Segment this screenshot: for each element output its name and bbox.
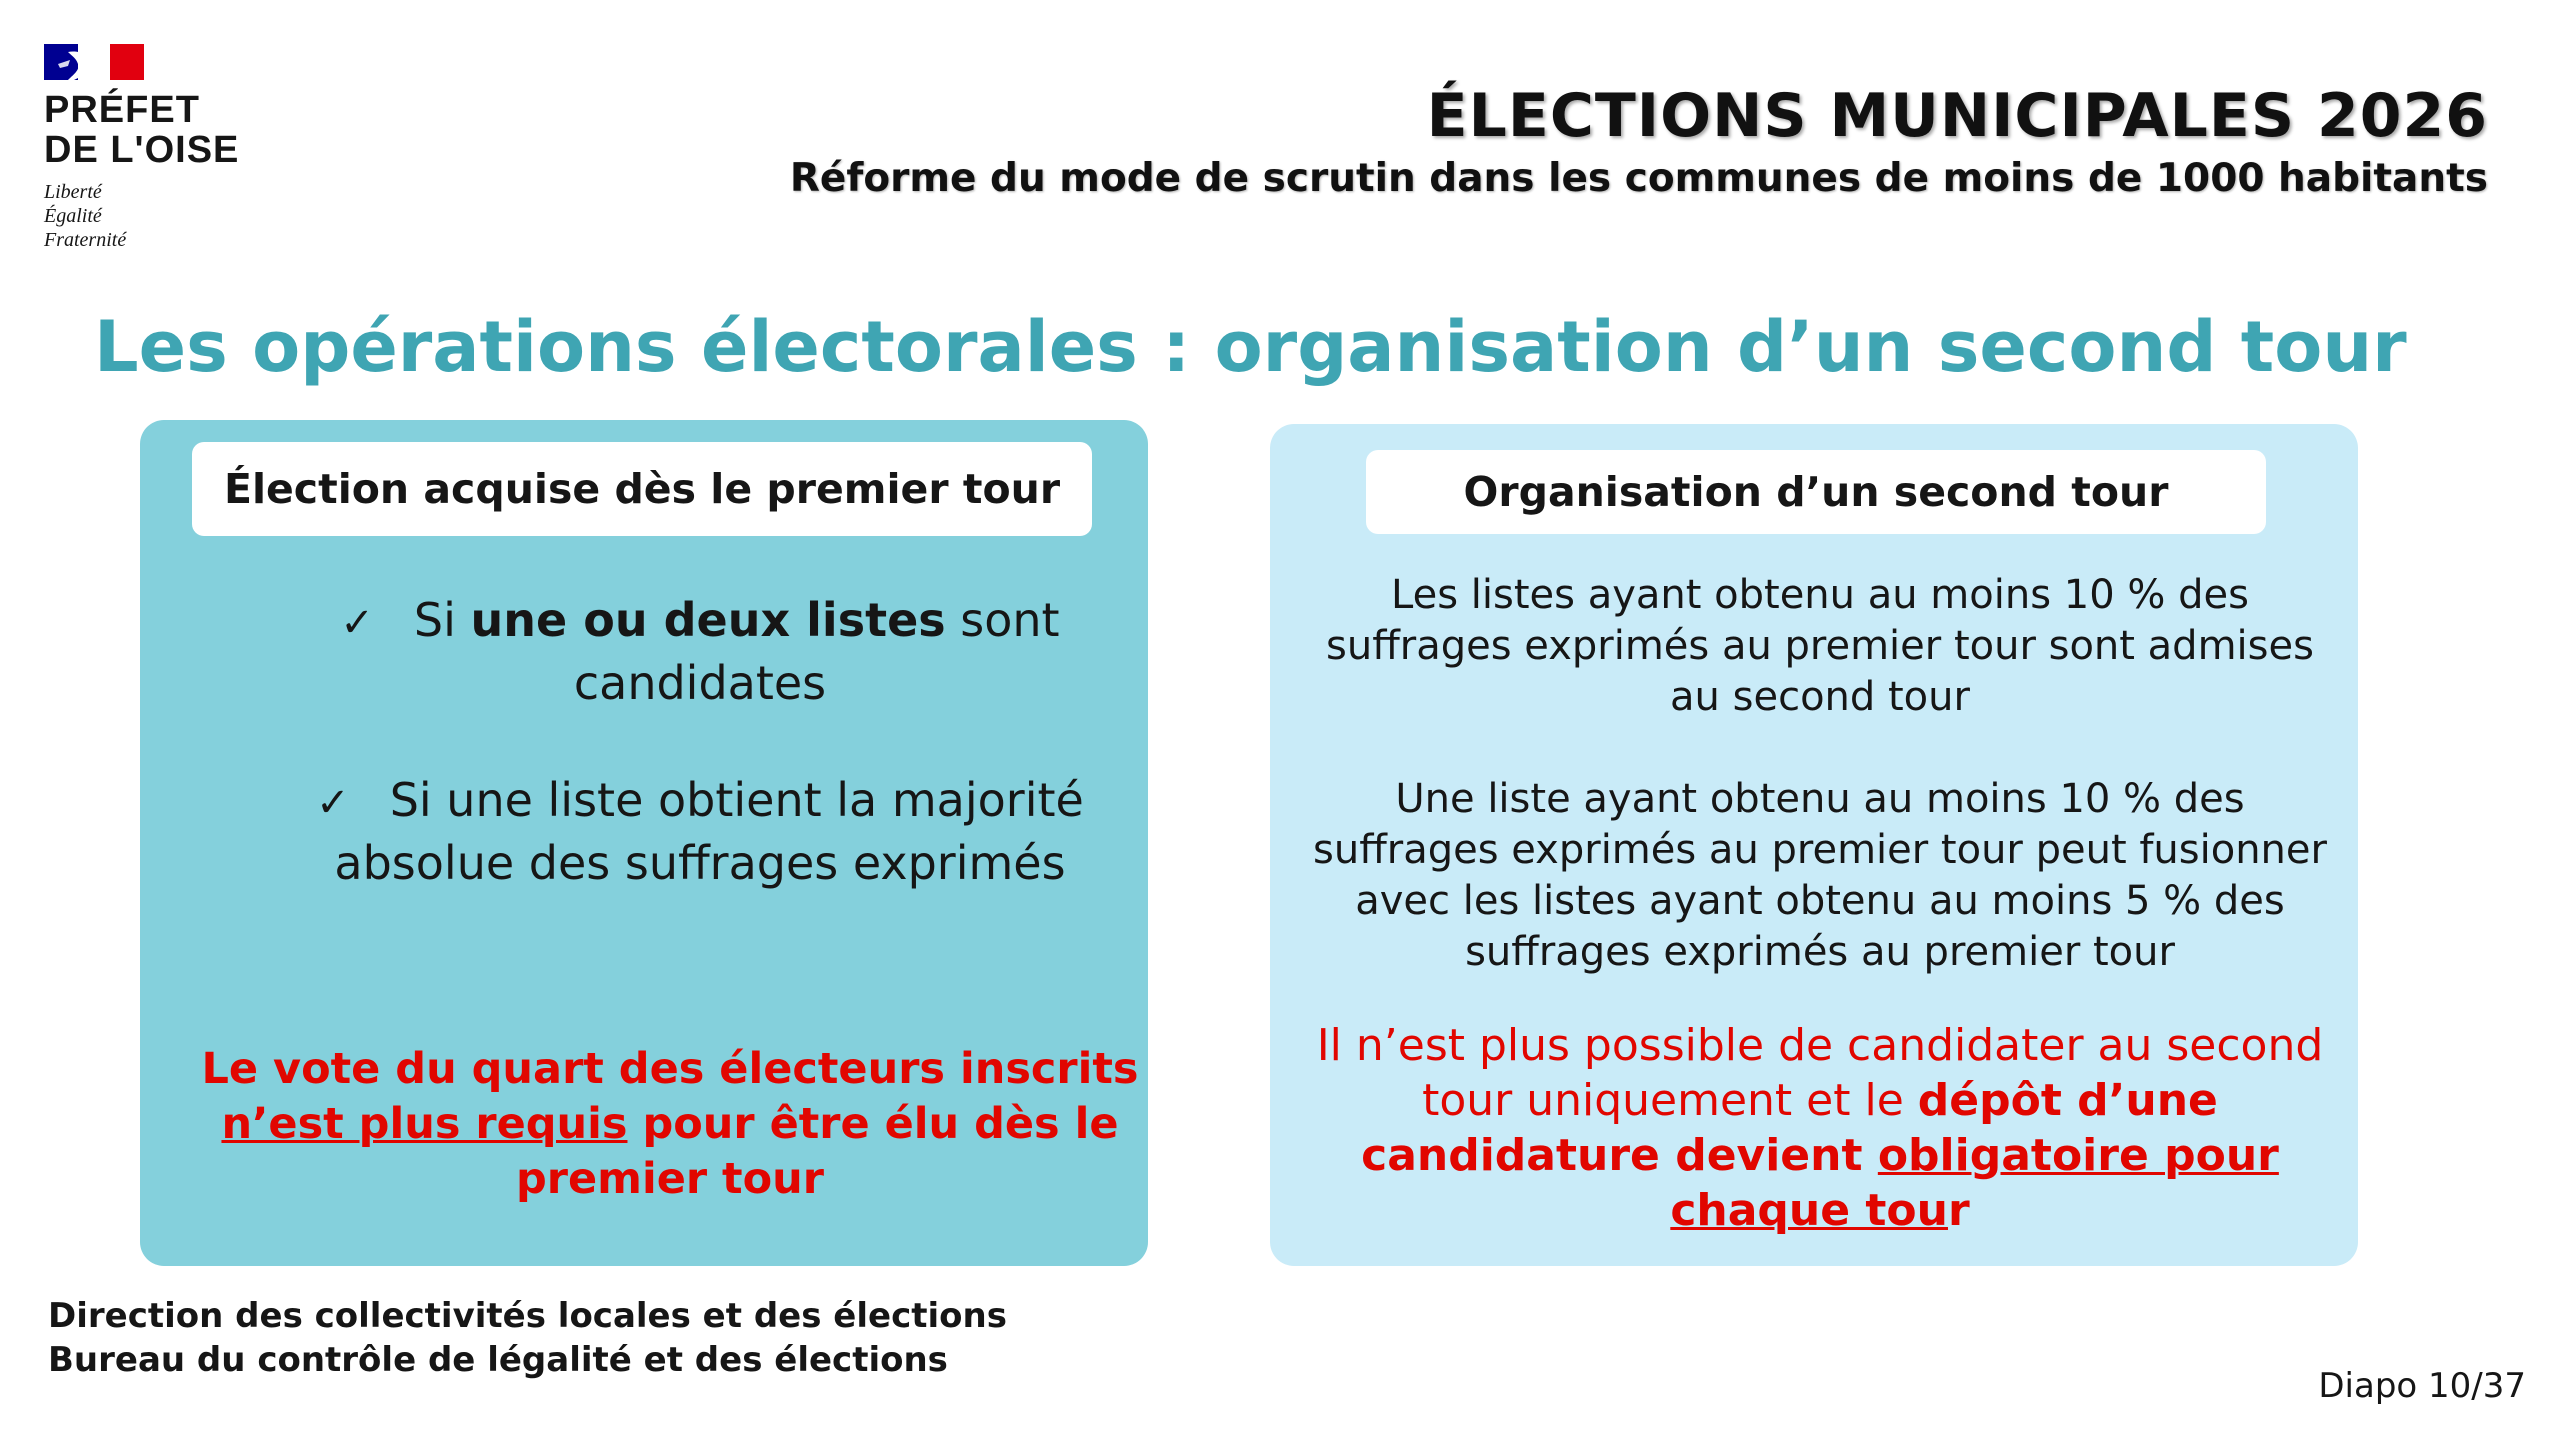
checkmark-icon: ✓	[316, 780, 350, 826]
motto-egalite: Égalité	[44, 205, 102, 227]
header-title: ÉLECTIONS MUNICIPALES 2026	[1426, 81, 2488, 151]
footer-line1: Direction des collectivités locales et des élections	[48, 1296, 1007, 1336]
quorum-alert-rest: pour être élu dès le premier tour	[516, 1099, 1119, 1204]
oise-label: DE L'OISE	[44, 129, 240, 171]
marianne-flag-icon	[44, 44, 144, 80]
slide-header	[790, 80, 2488, 204]
prefecture-name	[44, 90, 244, 170]
quorum-alert-underlined: n’est plus requis	[221, 1099, 628, 1149]
footer-department	[48, 1294, 1007, 1382]
candidacy-alert-normal: Il n’est plus possible de candidater au second tour uniquement et le	[1316, 1020, 2324, 1126]
first-round-heading: Élection acquise dès le premier tour	[192, 442, 1092, 536]
condition-item-majority	[240, 770, 1160, 893]
motto-fraternite: Fraternité	[44, 229, 127, 251]
item1-pre: Si	[413, 593, 471, 647]
candidacy-alert-bold: dépôt d’une candidature devient	[1361, 1075, 2218, 1181]
prefecture-logo	[44, 44, 244, 252]
item1-bold: une ou deux listes	[470, 593, 946, 647]
header-subtitle: Réforme du mode de scrutin dans les communes de moins de 1000 habitants	[789, 156, 2488, 201]
motto-liberte: Liberté	[44, 181, 102, 203]
prefet-label: PRÉFET	[44, 89, 200, 131]
candidacy-alert-tail: r	[1947, 1185, 1970, 1236]
item2-text: Si une liste obtient la majorité absolue des suffrages exprimés	[334, 773, 1084, 890]
candidacy-alert	[1300, 1018, 2340, 1238]
quorum-alert-line1: Le vote du quart des électeurs inscrits	[201, 1044, 1139, 1094]
item1-post: sont candidates	[573, 593, 1060, 710]
page-title: Les opérations électorales : organisation d’un second tour	[94, 306, 2407, 388]
slide-number: Diapo 10/37	[2318, 1366, 2526, 1406]
condition-item-lists	[240, 590, 1160, 713]
quorum-alert	[200, 1042, 1140, 1207]
republic-motto	[44, 180, 244, 252]
list-merger-rule: Une liste ayant obtenu au moins 10 % des suffrages exprimés au premier tour peut fusionner avec les listes ayant obtenu au moins 5 % des suffrages exprimés au premier tour	[1313, 776, 2327, 975]
second-round-admission-rule: Les listes ayant obtenu au moins 10 % des suffrages exprimés au premier tour sont admises au second tour	[1326, 572, 2314, 720]
checkmark-icon: ✓	[340, 600, 374, 646]
footer-line2: Bureau du contrôle de légalité et des élections	[48, 1340, 948, 1380]
second-round-heading: Organisation d’un second tour	[1366, 450, 2266, 534]
candidacy-alert-underlined: obligatoire pour chaque tou	[1670, 1130, 2279, 1236]
